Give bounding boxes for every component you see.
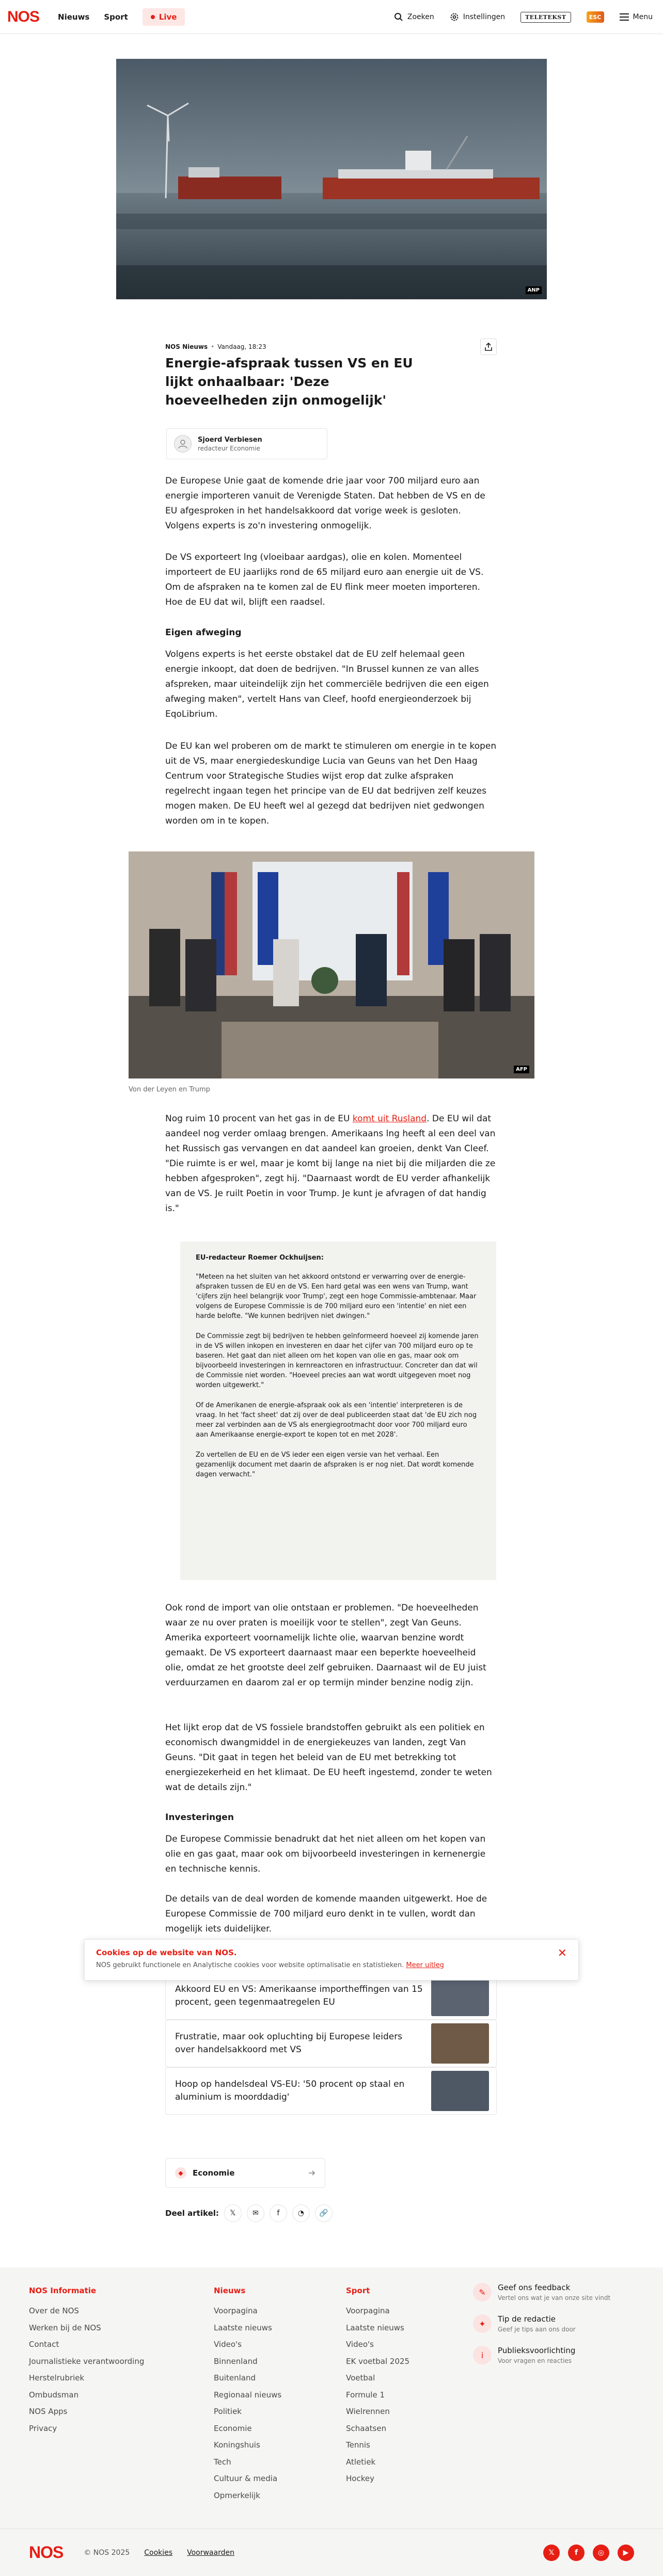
- related-title: Akkoord EU en VS: Amerikaanse importheffingen van 15 procent, geen tegenmaatregelen EU: [175, 1984, 423, 2007]
- site-header: [0, 0, 663, 34]
- editor-quote-box: [180, 1242, 496, 1580]
- footer-link[interactable]: Herstelrubriek: [29, 2373, 85, 2382]
- paragraph: Het lijkt erop dat de VS fossiele brandstoffen gebruikt als een politiek en economisch dwangmiddel in de energiekeuzes van landen, zegt Van Geuns. "Dit gaat in tegen het beleid van de EU met betrekking tot energiezekerheid en het klimaat. De EU heeft ingestemd, zonder te weten wat de details zijn.": [165, 1722, 492, 1793]
- arrow-right-icon: [308, 2169, 315, 2177]
- footer-link[interactable]: Video's: [346, 2340, 374, 2349]
- article-source[interactable]: NOS Nieuws: [165, 343, 208, 350]
- footer-link[interactable]: Regionaal nieuws: [214, 2390, 282, 2400]
- footer-link[interactable]: Ombudsman: [29, 2390, 79, 2400]
- paragraph: De details van de deal worden de komende maanden uitgewerkt. Hoe de Europese Commissie de 700 miljard euro denkt in te vullen, wordt dan mogelijk iets duidelijker.: [165, 1894, 487, 1934]
- share-icon: [484, 343, 493, 351]
- facebook-social-icon[interactable]: f: [568, 2545, 585, 2561]
- hamburger-icon: [620, 13, 629, 21]
- article-meta: NOS Nieuws • Vandaag, 18:23: [165, 343, 266, 350]
- footer-link[interactable]: Formule 1: [346, 2390, 385, 2400]
- footer-link[interactable]: Tech: [214, 2457, 231, 2467]
- nav-sport[interactable]: Sport: [104, 12, 128, 22]
- footer-link[interactable]: Video's: [214, 2340, 242, 2349]
- share-button[interactable]: [480, 339, 497, 355]
- feedback-link[interactable]: [473, 2283, 659, 2302]
- footer-link[interactable]: EK voetbal 2025: [346, 2356, 410, 2366]
- user-icon: [178, 439, 188, 449]
- menu-button[interactable]: [620, 13, 653, 21]
- paragraph: Ook rond de import van olie ontstaan er problemen. "De hoeveelheden waar ze nu over praten is moeilijk voor te stellen", zegt Van Geuns. Amerika exporteert voornamelijk lichte olie, waarvan benzine wordt gemaakt. De VS exporteert daarnaast maar een beperkte hoeveelheid olie, omdat ze het grootste deel zelf gebruiken. Daarnaast wil de EU juist verduurzamen en daarom zal er op termijn minder benzine nodig zijn.: [165, 1603, 486, 1688]
- live-dot-icon: [151, 15, 155, 19]
- footer-heading: NOS Informatie: [29, 2286, 97, 2295]
- footer-link[interactable]: Voetbal: [346, 2373, 375, 2382]
- paragraph: Volgens experts is het eerste obstakel dat de EU zelf helemaal geen energie inkoopt, dat doen de bedrijven. "In Brussel kunnen ze van alles afspreken, maar uiteindelijk zijn het commerciële bedrijven die een eigen afweging maken", vertelt Hans van Cleef, hoofd energieonderzoek bij EqoLibrium.: [165, 649, 489, 719]
- author-role: redacteur Economie: [198, 444, 260, 452]
- nos-logo[interactable]: NOS: [7, 8, 40, 25]
- nav-nieuws[interactable]: Nieuws: [58, 12, 90, 22]
- contact-sub: Vertel ons wat je van onze site vindt: [498, 2294, 611, 2301]
- paragraph-text: Nog ruim 10 procent van het gas in de EU: [165, 1114, 353, 1124]
- cookie-banner: [84, 1939, 579, 1981]
- cookie-more-link[interactable]: Meer uitleg: [406, 1961, 444, 1969]
- topic-tag-economie[interactable]: [165, 2158, 325, 2188]
- footer-link[interactable]: Over de NOS: [29, 2306, 79, 2315]
- author-card[interactable]: [166, 428, 327, 459]
- share-row: [165, 2204, 333, 2222]
- feedback-icon: ✎: [473, 2283, 492, 2301]
- footer-link[interactable]: Koningshuis: [214, 2440, 260, 2450]
- paragraph: De Europese Unie gaat de komende drie jaar voor 700 miljard euro aan energie importeren vanuit de Verenigde Staten. Dat hebben de VS en de EU afgesproken in het handelsakkoord dat vorige week is gesloten. Volgens experts is zo'n investering onmogelijk.: [165, 476, 485, 531]
- footer-link[interactable]: Laatste nieuws: [346, 2323, 404, 2332]
- related-title: Frustratie, maar ook opluchting bij Europese leiders over handelsakkoord met VS: [175, 2032, 403, 2055]
- footer-link[interactable]: Voorpagina: [346, 2306, 390, 2315]
- voorwaarden-link[interactable]: Voorwaarden: [187, 2548, 234, 2557]
- paragraph: De VS exporteert lng (vloeibaar aardgas), olie en kolen. Momenteel importeert de EU jaarlijks rond de 65 miljard euro aan energie uit de VS. Om de afspraken na te komen zal de EU flink meer moeten importeren. Hoe de EU dat wil, blijft een raadsel.: [165, 552, 484, 607]
- rusland-link[interactable]: komt uit Rusland: [352, 1114, 427, 1124]
- teletekst-link[interactable]: TELETEKST: [520, 12, 571, 23]
- footer-link[interactable]: Opmerkelijk: [214, 2490, 260, 2500]
- topic-icon: ◆: [175, 2167, 186, 2179]
- related-thumbnail: [431, 2023, 489, 2064]
- facebook-share-icon[interactable]: f: [270, 2204, 287, 2222]
- live-button[interactable]: [143, 8, 185, 26]
- instagram-social-icon[interactable]: ◎: [593, 2545, 609, 2561]
- meeting-photo: [129, 851, 534, 1078]
- x-share-icon[interactable]: 𝕏: [224, 2204, 242, 2222]
- author-name: Sjoerd Verbiesen: [198, 436, 262, 444]
- footer-link[interactable]: Voorpagina: [214, 2306, 258, 2315]
- footer-link[interactable]: Werken bij de NOS: [29, 2323, 101, 2332]
- copyright: © NOS 2025: [84, 2548, 130, 2557]
- footer-link[interactable]: Economie: [214, 2423, 252, 2433]
- publieksvoorlichting-link[interactable]: [473, 2346, 659, 2365]
- footer-link[interactable]: Journalistieke verantwoording: [29, 2356, 145, 2366]
- footer-column-nieuws: [214, 2286, 281, 2504]
- related-title: Hoop op handelsdeal VS-EU: '50 procent op staal en aluminium is moorddadig': [175, 2079, 405, 2102]
- footer-column-info: [29, 2286, 144, 2437]
- paragraph-text: . De EU wil dat aandeel nog verder omlaag brengen. Amerikaans lng heeft al een deel van het Russisch gas vervangen en dat aandeel kan groeien, denkt Van Cleef. "Die ruimte is er wel, maar je komt bij lange na niet bij die miljarden die ze hebben afgesproken", zegt hij. "Daarnaast wordt de EU verder afhankelijk van de VS. Je ruilt Poetin in voor Trump. Je kunt je afvragen of dat handig is.": [165, 1114, 496, 1214]
- photo-credit: ANP: [526, 286, 542, 294]
- footer-link[interactable]: Hockey: [346, 2474, 374, 2483]
- article-date: Vandaag, 18:23: [217, 343, 266, 350]
- article-title: Energie-afspraak tussen VS en EU lijkt onhaalbaar: 'Deze hoeveelheden zijn onmogelijk': [165, 356, 413, 408]
- live-label: Live: [159, 12, 177, 22]
- subheading: Investeringen: [165, 1812, 234, 1823]
- social-links: [543, 2545, 634, 2561]
- quote-paragraph: De Commissie zegt bij bedrijven te hebben geïnformeerd hoeveel zij komende jaren in de VS willen inkopen en investeren en daar het cijfer van 700 miljard euro op te baseren. Het gaat dan niet alleen om het kopen van olie en gas, maar ook om bijvoorbeeld investeringen in kernreactoren en infrastructuur. Concreter dan dat wil de Commissie niet worden. "Hoeveel precies aan wat wordt uitgegeven moet nog worden uitgewerkt.": [196, 1332, 479, 1389]
- related-article[interactable]: [165, 2020, 497, 2067]
- related-article[interactable]: [165, 2067, 497, 2115]
- quote-paragraph: Zo vertellen de EU en de VS ieder een eigen versie van het verhaal. Een gezamenlijk document met daarin de afspraken is er nog niet. Dat wordt komende dagen verwacht.": [196, 1451, 474, 1478]
- esc-link[interactable]: ESC: [587, 11, 604, 23]
- footer-link[interactable]: Cultuur & media: [214, 2474, 278, 2483]
- contact-sub: Voor vragen en reacties: [498, 2357, 572, 2364]
- youtube-social-icon[interactable]: ▶: [618, 2545, 634, 2561]
- footer-link[interactable]: Contact: [29, 2340, 59, 2349]
- site-footer: [0, 2267, 663, 2576]
- footer-heading: Sport: [346, 2286, 370, 2295]
- search-button[interactable]: [394, 12, 434, 22]
- paragraph: [165, 1112, 497, 1216]
- footer-link[interactable]: Atletiek: [346, 2457, 376, 2467]
- lightbulb-icon: ✦: [473, 2314, 492, 2333]
- footer-heading: Nieuws: [214, 2286, 246, 2295]
- search-icon: [394, 12, 403, 22]
- tip-link[interactable]: [473, 2314, 659, 2333]
- quote-paragraph: Of de Amerikanen de energie-afspraak ook als een 'intentie' interpreteren is de vraag. In het 'fact sheet' dat zij over de deal publiceerden staat dat 'de EU zich nog meer zal verbinden aan de VS als energiegrootmacht door voor 700 miljard euro aan Amerikaanse energie-export te kopen tot en met 2028'.: [196, 1402, 477, 1439]
- quote-title: EU-redacteur Roemer Ockhuijsen:: [196, 1254, 324, 1262]
- footer-link[interactable]: Laatste nieuws: [214, 2323, 272, 2332]
- settings-button[interactable]: [450, 12, 505, 22]
- avatar: [174, 435, 192, 453]
- related-thumbnail: [431, 2071, 489, 2111]
- footer-logo[interactable]: NOS: [29, 2543, 64, 2562]
- footer-column-sport: [346, 2286, 409, 2487]
- footer-bottom: [0, 2529, 663, 2576]
- whatsapp-share-icon[interactable]: ◔: [292, 2204, 310, 2222]
- photo-credit: AFP: [514, 1066, 529, 1073]
- footer-link[interactable]: Binnenland: [214, 2356, 258, 2366]
- gear-icon: [450, 12, 459, 22]
- search-label: Zoeken: [407, 13, 434, 21]
- quote-paragraph: "Meteen na het sluiten van het akkoord ontstond er verwarring over de energie-afspraken tussen de EU en de VS. Een hard getal was een wens van Trump, want 'cijfers zijn heel belangrijk voor Trump', zegt een hoge Commissie-ambtenaar. Maar volgens de Europese Commissie is de 700 miljard euro een 'intentie' en niet een harde belofte. "We kunnen bedrijven niet dwingen.": [196, 1273, 477, 1320]
- close-icon[interactable]: ✕: [557, 1947, 567, 1960]
- contact-sub: Geef je tips aan ons door: [498, 2326, 576, 2333]
- paragraph: De EU kan wel proberen om de markt te stimuleren om energie in te kopen uit de VS, maar energiedeskundige Lucia van Geuns van het Den Haag Centrum voor Strategische Studies wijst erop dat zulke afspraken regelrecht ingaan tegen het principe van de EU dat bedrijven zelf keuzes mogen maken. De EU heeft wel al gezegd dat bedrijven niet gedwongen worden om in te kopen.: [165, 741, 497, 826]
- cookie-body: NOS gebruikt functionele en Analytische cookies voor website optimalisatie en statistieken.: [96, 1961, 404, 1969]
- contact-title: Geef ons feedback: [498, 2283, 571, 2292]
- share-label: Deel artikel:: [165, 2209, 219, 2218]
- footer-contact: [473, 2283, 659, 2377]
- article-photo: [129, 851, 534, 1078]
- footer-link[interactable]: Tennis: [346, 2440, 370, 2450]
- cookie-title: Cookies op de website van NOS.: [96, 1948, 237, 1957]
- hero-image: [116, 59, 547, 299]
- link-share-icon[interactable]: 🔗: [315, 2204, 333, 2222]
- info-icon: i: [473, 2346, 492, 2364]
- topic-label: Economie: [193, 2168, 235, 2178]
- subheading: Eigen afweging: [165, 627, 242, 638]
- x-social-icon[interactable]: 𝕏: [543, 2545, 560, 2561]
- photo-caption: Von der Leyen en Trump: [129, 1086, 210, 1093]
- cookie-text: [96, 1961, 567, 1969]
- footer-link[interactable]: NOS Apps: [29, 2407, 68, 2416]
- lng-tanker-photo: [116, 59, 547, 299]
- footer-link[interactable]: Schaatsen: [346, 2423, 387, 2433]
- footer-link[interactable]: Privacy: [29, 2423, 57, 2433]
- settings-label: Instellingen: [463, 13, 506, 21]
- paragraph: De Europese Commissie benadrukt dat het niet alleen om het kopen van olie en gas gaat, maar ook om bijvoorbeeld investeringen in kernenergie en technische kennis.: [165, 1834, 486, 1874]
- contact-title: Tip de redactie: [498, 2314, 556, 2324]
- footer-link[interactable]: Buitenland: [214, 2373, 256, 2382]
- cookies-link[interactable]: Cookies: [144, 2548, 173, 2557]
- contact-title: Publieksvoorlichting: [498, 2346, 576, 2355]
- footer-link[interactable]: Politiek: [214, 2407, 242, 2416]
- footer-link[interactable]: Wielrennen: [346, 2407, 390, 2416]
- mail-share-icon[interactable]: ✉: [247, 2204, 264, 2222]
- menu-label: Menu: [633, 13, 653, 21]
- related-thumbnail: [431, 1976, 489, 2016]
